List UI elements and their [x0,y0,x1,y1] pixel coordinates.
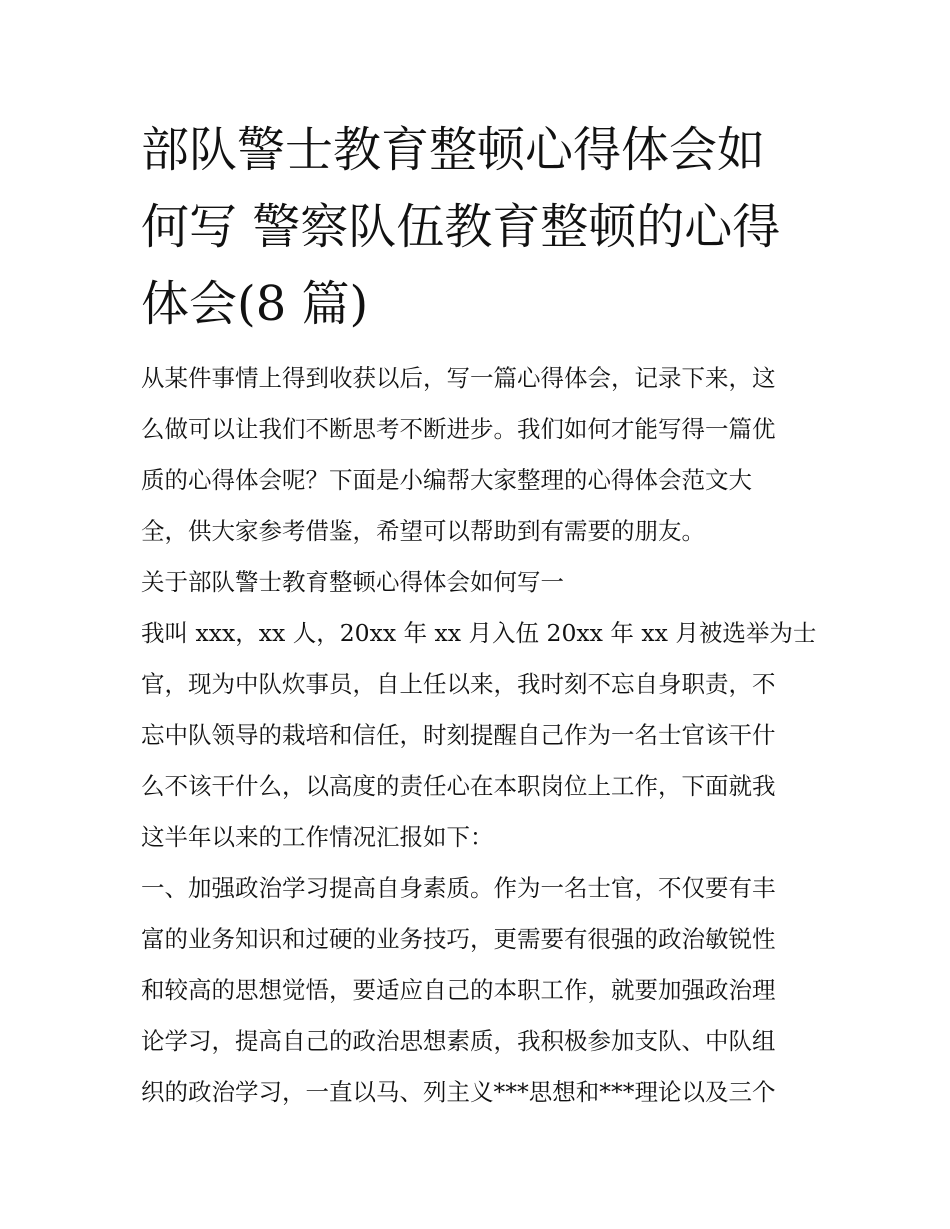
title-line-2: 何写 警察队伍教育整顿的心得 [141,199,781,255]
body-line: 论学习，提高自己的政治思想素质，我积极参加支队、中队组 [141,1027,776,1055]
body-line: 忘中队领导的栽培和信任，时刻提醒自己作为一名士官该干什 [141,721,776,749]
body-line: 和较高的思想觉悟，要适应自己的本职工作，就要加强政治理 [141,976,776,1004]
body-line: 富的业务知识和过硬的业务技巧，更需要有很强的政治敏锐性 [141,925,776,953]
body-line: 这半年以来的工作情况汇报如下： [141,823,494,851]
body-line: 么做可以让我们不断思考不断进步。我们如何才能写得一篇优 [141,415,776,443]
body-line: 从某件事情上得到收获以后，写一篇心得体会，记录下来，这 [141,364,776,392]
body-line: 官，现为中队炊事员，自上任以来，我时刻不忘自身职责，不 [141,670,776,698]
body-line: 全，供大家参考借鉴，希望可以帮助到有需要的朋友。 [141,517,705,545]
document-body [141,353,821,1118]
body-line: 织的政治学习，一直以马、列主义***思想和***理论以及三个 [141,1078,776,1106]
document-title [141,112,821,343]
section-heading: 关于部队警士教育整顿心得体会如何写一 [141,568,564,596]
body-line: 一、加强政治学习提高自身素质。作为一名士官，不仅要有丰 [141,874,776,902]
body-line: 么不该干什么，以高度的责任心在本职岗位上工作，下面就我 [141,772,776,800]
title-line-1: 部队警士教育整顿心得体会如 [141,122,766,178]
body-line: 质的心得体会呢？下面是小编帮大家整理的心得体会范文大 [141,466,752,494]
body-line: 我叫 xxx，xx 人，20xx 年 xx 月入伍 20xx 年 xx 月被选举为士 [141,619,817,647]
title-line-3: 体会(8 篇) [141,276,369,332]
